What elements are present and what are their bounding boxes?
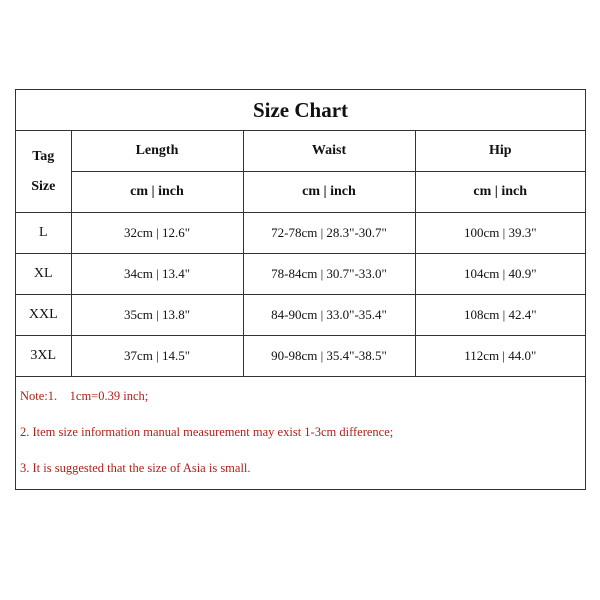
hip-cell: 100cm | 39.3" xyxy=(415,213,585,254)
hip-cell: 112cm | 44.0" xyxy=(415,336,585,377)
size-cell: XXL xyxy=(16,295,71,336)
unit-label: cm | inch xyxy=(243,172,415,213)
waist-cell: 72-78cm | 28.3"-30.7" xyxy=(243,213,415,254)
table-row xyxy=(16,336,585,377)
length-cell: 32cm | 12.6" xyxy=(71,213,243,254)
tag-size-header xyxy=(16,131,71,213)
note-2: 2. Item size information manual measurement may exist 1-3cm difference; xyxy=(20,425,394,439)
waist-cell: 84-90cm | 33.0"-35.4" xyxy=(243,295,415,336)
size-cell: XL xyxy=(16,254,71,295)
note-3: 3. It is suggested that the size of Asia is small. xyxy=(20,461,251,475)
size-table xyxy=(16,90,585,377)
length-cell: 35cm | 13.8" xyxy=(71,295,243,336)
chart-title: Size Chart xyxy=(16,90,585,131)
table-row xyxy=(16,295,585,336)
unit-label: cm | inch xyxy=(415,172,585,213)
length-cell: 34cm | 13.4" xyxy=(71,254,243,295)
hip-cell: 104cm | 40.9" xyxy=(415,254,585,295)
waist-cell: 78-84cm | 30.7"-33.0" xyxy=(243,254,415,295)
length-cell: 37cm | 14.5" xyxy=(71,336,243,377)
note-1: Note:1. 1cm=0.39 inch; xyxy=(20,389,149,403)
table-row xyxy=(16,254,585,295)
unit-label: cm | inch xyxy=(71,172,243,213)
table-row xyxy=(16,213,585,254)
size-cell: L xyxy=(16,213,71,254)
size-cell: 3XL xyxy=(16,336,71,377)
size-label: Size xyxy=(31,178,56,194)
column-header-hip: Hip xyxy=(415,131,585,172)
tag-label: Tag xyxy=(32,148,55,164)
column-header-length: Length xyxy=(71,131,243,172)
column-header-waist: Waist xyxy=(243,131,415,172)
size-chart xyxy=(15,89,586,490)
waist-cell: 90-98cm | 35.4"-38.5" xyxy=(243,336,415,377)
notes-section xyxy=(16,377,585,495)
hip-cell: 108cm | 42.4" xyxy=(415,295,585,336)
